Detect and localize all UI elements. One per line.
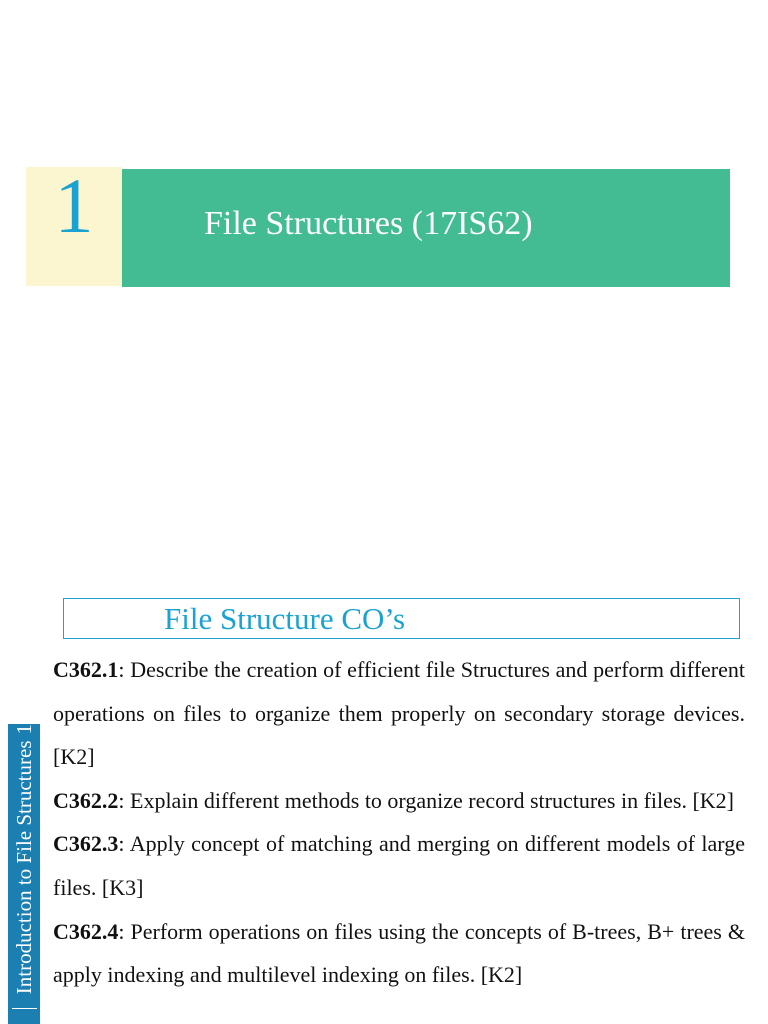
co-code: C362.4 xyxy=(53,918,119,944)
co-description: : Explain different methods to organize record structures in files. [K2] xyxy=(118,787,735,813)
co-code: C362.1 xyxy=(53,657,119,682)
co-description: : Perform operations on files using the concepts of B-trees, B+ trees & apply indexing and multilevel indexing on files. [K2] xyxy=(53,918,745,988)
co-item xyxy=(53,822,745,909)
side-tab xyxy=(8,724,40,1024)
slide-number: 1 xyxy=(54,162,94,249)
co-heading-box xyxy=(63,598,740,639)
co-item xyxy=(53,910,745,997)
side-tab-label: Introduction to File Structures xyxy=(12,741,37,1010)
co-item xyxy=(53,648,745,779)
side-tab-content xyxy=(8,724,40,1024)
co-code: C362.2 xyxy=(53,787,119,813)
co-code: C362.3 xyxy=(53,831,119,857)
side-tab-number: 1 xyxy=(11,724,36,735)
slide-number-box xyxy=(26,162,122,286)
title-bar xyxy=(122,169,730,287)
co-description: : Apply concept of matching and merging on different models of large files. [K3] xyxy=(53,831,745,900)
slide-title: File Structures (17IS62) xyxy=(204,205,533,242)
co-heading: File Structure CO’s xyxy=(164,601,406,636)
co-item xyxy=(53,779,745,823)
co-list xyxy=(53,648,745,997)
co-description: : Describe the creation of efficient file Structures and perform different operations on files to organize them properly on secondary storage devices. [K2] xyxy=(53,657,745,770)
